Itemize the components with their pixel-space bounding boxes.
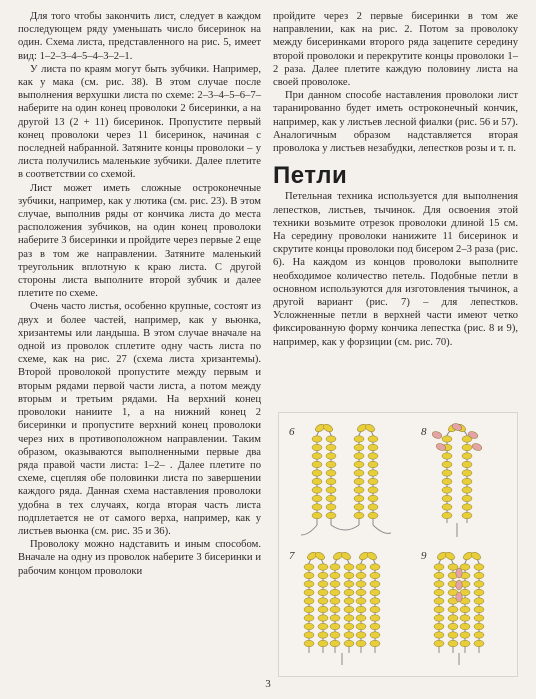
right-column [273,10,518,349]
bead [368,487,378,493]
bead [462,470,472,476]
bead [470,551,482,562]
bead [330,564,340,570]
bead [326,478,336,484]
bead [304,572,314,578]
bead [462,487,472,493]
bead [318,589,328,595]
bead [326,512,336,518]
bead [448,564,458,570]
bead [474,572,484,578]
bead [356,632,366,638]
bead [330,598,340,604]
bead [344,572,354,578]
bead [474,640,484,646]
bead [304,581,314,587]
bead [460,623,470,629]
paragraph: Лист может иметь сложные остроконечные зубчики, например, как у лютика (см. рис. 23). В этом случае, выполнив ряды от кончика листа до места расположения зубчиков, на один конец проволоки наберите 3 бисеринки и пройдите через первые 2 еще раз в том же направлении. Затяните маленький треугольник вплотную к краю листа. С другой стороны листа выполните второй зубчик и далее плетите по схеме. [18,182,261,300]
bead [356,598,366,604]
bead [354,512,364,518]
bead [368,478,378,484]
paragraph: У листа по краям могут быть зубчики. Например, как у мака (см. рис. 38). В этом случае после выполнения верхушки листа по схеме: 2–3–4–5–6–7– наберите на один конец проволоки 2 бисеринки, а на другой 13 (2 + 11) бисеринок. Пропустите первый конец проволоки через 11 бисеринок, начиная с последней набранной. Затяните концы проволоки – у листа получились маленькие зубчики. Далее плетите в соответствии со схемой. [18,63,261,181]
bead [370,632,380,638]
bead [448,606,458,612]
bead [431,430,443,439]
bead [322,423,334,434]
bead [354,478,364,484]
bead [434,615,444,621]
bead [462,512,472,518]
bead [304,615,314,621]
bead [356,581,366,587]
bead [370,581,380,587]
bead [312,512,322,518]
bead [318,606,328,612]
bead [462,453,472,459]
bead [330,589,340,595]
bead [354,470,364,476]
bead [318,632,328,638]
bead [344,581,354,587]
bead [471,442,483,451]
bead [354,487,364,493]
bead [368,504,378,510]
bead [312,453,322,459]
bead [326,444,336,450]
page-number: 3 [265,678,271,690]
bead [354,461,364,467]
bead [442,487,452,493]
bead [344,615,354,621]
bead [344,564,354,570]
bead [474,581,484,587]
bead [312,478,322,484]
bead [442,504,452,510]
bead [326,453,336,459]
bead [444,551,456,562]
bead [356,615,366,621]
bead [368,461,378,467]
bead [462,495,472,501]
bead [318,581,328,587]
bead [312,461,322,467]
bead [356,623,366,629]
bead [326,495,336,501]
bead [442,495,452,501]
bead [368,444,378,450]
bead [318,572,328,578]
bead [330,581,340,587]
bead [370,572,380,578]
bead [442,461,452,467]
bead [356,606,366,612]
bead [314,551,326,562]
bead [304,606,314,612]
figure-label-6: 6 [289,426,295,438]
bead [330,640,340,646]
bead [356,572,366,578]
bead [366,551,378,562]
bead [442,470,452,476]
figure-label-7: 7 [289,550,295,562]
bead [354,495,364,501]
bead [434,598,444,604]
bead [474,589,484,595]
bead [344,598,354,604]
bead [434,589,444,595]
bead [356,564,366,570]
bead [442,453,452,459]
bead [370,598,380,604]
bead [442,512,452,518]
bead [368,470,378,476]
bead [312,495,322,501]
bead [326,487,336,493]
bead [318,623,328,629]
bead [354,444,364,450]
loops-figure [278,412,518,677]
section-heading: Петли [273,162,348,190]
paragraph: При данном способе наставления проволоки лист таранированно будет иметь остроконечный кончик, например, как у листьев лесной фиалки (рис. 56 и 57). Аналогичным образом надставляется вторая проволока у листьев незабудки, лепестков розы и т. п. [273,90,518,155]
bead [434,606,444,612]
wire-end [301,525,317,535]
loops-illustration [279,413,517,676]
bead [434,572,444,578]
bead [460,640,470,646]
bead [434,640,444,646]
bead [326,461,336,467]
bead [456,592,462,602]
bead [330,623,340,629]
paragraph: Очень часто листья, особенно крупные, состоят из двух и более частей, например, как у вьюнка, хризантемы или ландыша. В этом случае вначале на одной из проволок сплетите одну часть листа по схеме, как на рис. 27 (схема листа хризантемы). Второй проволокой пропустите между первым и вторым рядами первой части листа, а потом между вторым и третьим рядами. На верхний конец проволоки наниите 1, а на нижний конец 2 бисеринки и пропустите верхний конец проволоки через них в противоположном направлении. Таким образом, оказываются выполненными первые два ряда правой части листа: 1–2– . Далее плетите по схеме, сцепляя обе половинки листа по завершении каждого ряда. Данная схема наставления проволоки удобна в тех случаях, когда вторая часть листа подплетается не от самого верха, например, как у листьев вьюнка (см. рис. 35 и 36). [18,301,261,537]
bead [354,504,364,510]
bead [312,487,322,493]
bead [304,589,314,595]
bead [326,436,336,442]
bead [474,623,484,629]
figure-label-9: 9 [421,550,427,562]
bead [474,564,484,570]
bead [462,461,472,467]
bead [370,564,380,570]
bead [448,615,458,621]
bead [318,615,328,621]
bead [318,598,328,604]
bead [456,580,462,590]
bead [356,589,366,595]
bead [344,606,354,612]
bead [344,589,354,595]
bead [312,504,322,510]
bead [370,606,380,612]
bead [370,589,380,595]
bead [368,453,378,459]
bead [442,436,452,442]
figure-label-8: 8 [421,426,427,438]
bead [448,640,458,646]
bead [340,551,352,562]
bead [344,623,354,629]
bead [330,632,340,638]
bead [434,623,444,629]
bead [364,423,376,434]
bead [344,640,354,646]
bead [462,478,472,484]
bead [356,640,366,646]
bead [326,470,336,476]
bead [318,564,328,570]
bead [330,606,340,612]
bead [462,444,472,450]
bead [434,632,444,638]
bead [474,615,484,621]
bead [326,504,336,510]
bead [354,436,364,442]
paragraph: пройдите через 2 первые бисеринки в том же направлении, как на рис. 2. Потом за проволоку между бисеринками второго ряда зацепите середину второй проволоки и перекрутите концы проволоки 1–2 раза. Далее плетите каждую половину листа на своей проволоке. [273,11,518,89]
bead [460,564,470,570]
bead [368,495,378,501]
bead [312,470,322,476]
bead [462,504,472,510]
bead [370,623,380,629]
bead [330,615,340,621]
bead [368,436,378,442]
bead [370,640,380,646]
bead [318,640,328,646]
bead [456,568,462,578]
bead [304,623,314,629]
bead [434,564,444,570]
bead [448,623,458,629]
bead [354,453,364,459]
left-column [18,10,261,578]
bead [304,564,314,570]
bead [312,444,322,450]
bead [460,615,470,621]
bead [304,632,314,638]
paragraph: Петельная техника используется для выполнения лепестков, листьев, тычинок. Для освоения этой техники возьмите отрезок проволоки длиной 15 см. На середину проволоки нанижите 11 бисеринок и скрутите концы проволоки под бисером 2–3 раза (рис. 6). На каждом из концов проволоки выполните необходимое количество петель. Подобные петли в основном используются для изготовления тычинок, а другой вариант (рис. 7) – для лепестков. Усложненные петли в верхней части имеют четко фиксированную форму кончика лепестка (рис. 8 и 9), например, как у форзиции (см. рис. 70). [273,191,518,348]
bead [448,632,458,638]
wire-end [373,525,391,533]
bead [330,572,340,578]
paragraph: Проволоку можно надставить и иным способом. Вначале на одну из проволок наберите 3 бисеринки и рабочим концом проволоки [18,539,261,577]
bead [370,615,380,621]
bead [442,478,452,484]
bead [434,581,444,587]
bead [304,640,314,646]
bead [312,436,322,442]
bead [474,606,484,612]
paragraph: Для того чтобы закончить лист, следует в каждом последующем ряду уменьшать число бисеринок на один. Схема листа, представленного на рис. 5, имеет вид: 1–2–3–4–5–4–3–2–1. [18,11,261,62]
bead [460,606,470,612]
bead [474,632,484,638]
bead [474,598,484,604]
bead [460,632,470,638]
bead [344,632,354,638]
bead [304,598,314,604]
wire-join [331,525,359,530]
bead [368,512,378,518]
